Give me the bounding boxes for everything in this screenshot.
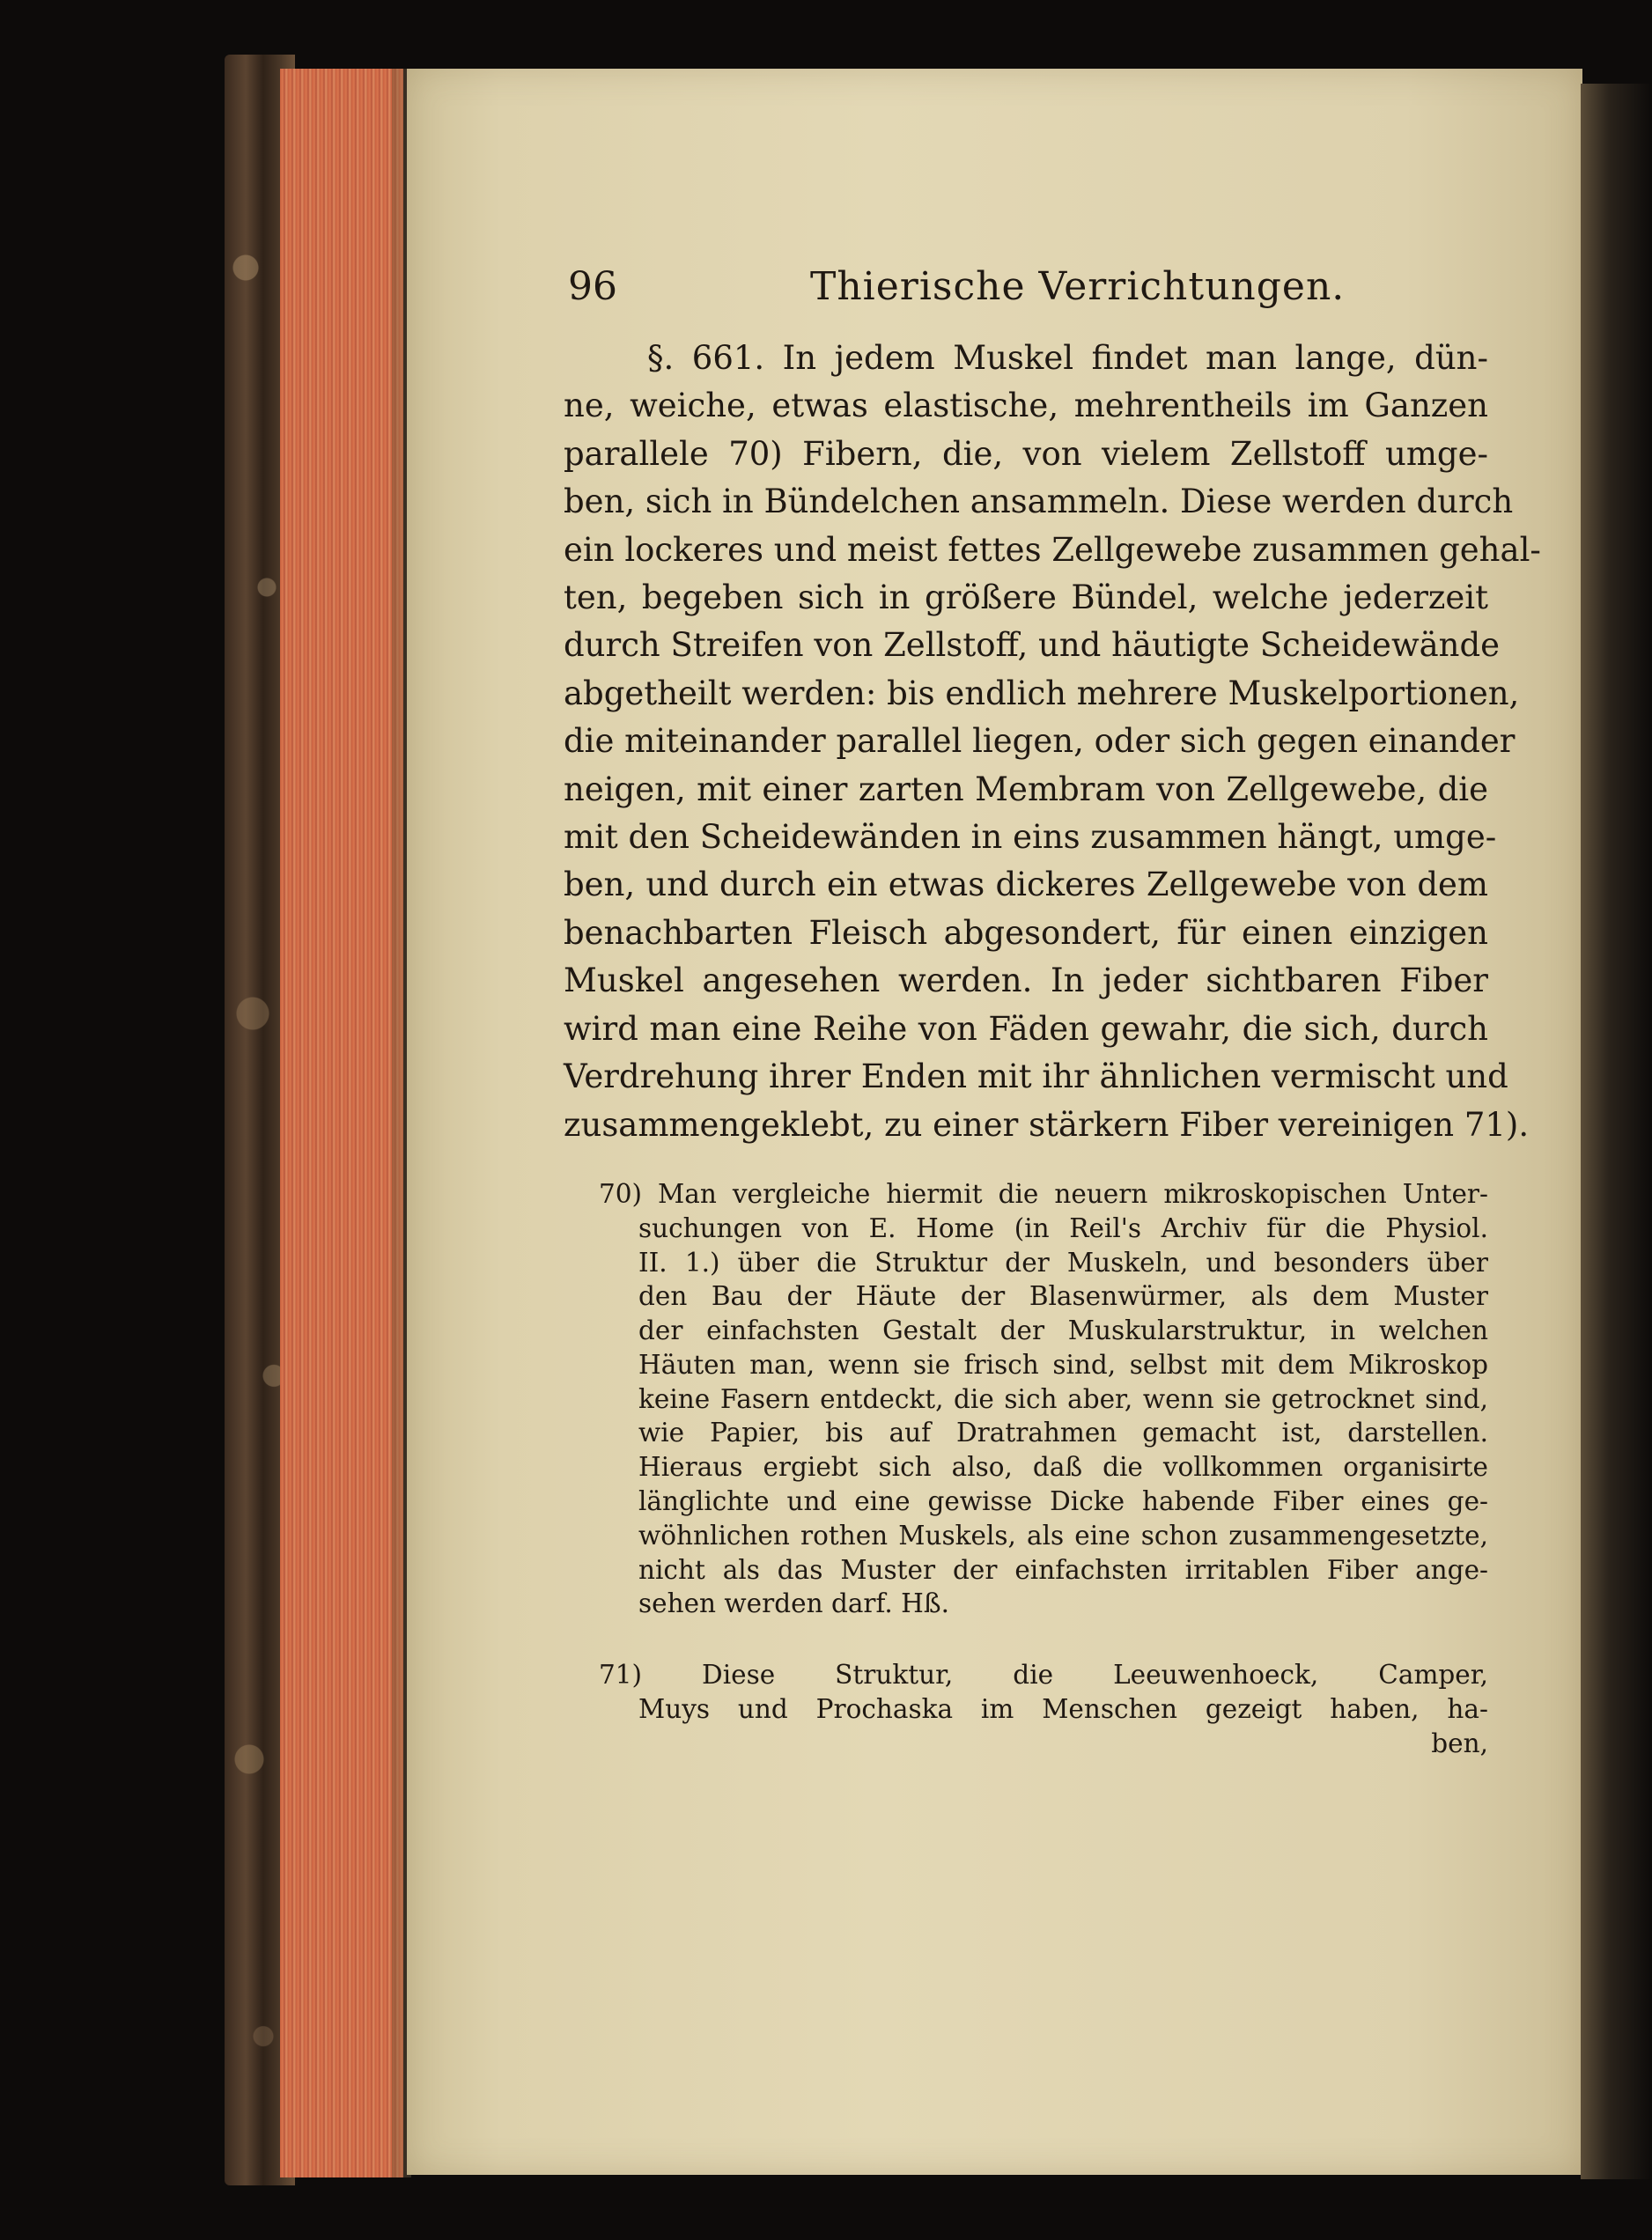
paragraph-line: Verdrehung ihrer Enden mit ihr ähnlichen vermischt und [564,1057,1508,1096]
paragraph-line: ben, sich in Bündelchen ansammeln. Diese werden durch [564,483,1514,521]
paragraph-line: parallele 70) Fibern, die, von vielem Zellstoff umge- [564,434,1488,473]
page-edges [280,69,403,2177]
running-title: Thierische Verrichtungen. [810,264,1346,309]
paragraph-line: wird man eine Reihe von Fäden gewahr, die sich, durch [564,1009,1488,1048]
paragraph-line: benachbarten Fleisch abgesondert, für einen einzigen [564,913,1488,952]
footnote-line: sehen werden darf. Hß. [638,1588,949,1619]
footnote-line: 71) Diese Struktur, die Leeuwenhoeck, Camper, [599,1660,1488,1691]
paragraph-line: mit den Scheidewänden in eins zusammen hängt, umge- [564,818,1497,857]
footnote-70 [564,1177,1488,1621]
footnote-71 [564,1658,1488,1760]
footnote-line: Muys und Prochaska im Menschen gezeigt haben, ha- [638,1694,1488,1725]
facing-page-edge [1581,84,1652,2179]
page-text [564,255,1541,1761]
paragraph-line: ne, weiche, etwas elastische, mehrentheils im Ganzen [564,387,1488,425]
footnote-line: II. 1.) über die Struktur der Muskeln, und besonders über [638,1247,1488,1278]
paragraph-line: Muskel angesehen werden. In jeder sichtbaren Fiber [564,962,1488,1000]
footnote-line: 70) Man vergleiche hiermit die neuern mikroskopischen Unter- [599,1178,1488,1209]
footnote-line: der einfachsten Gestalt der Muskularstruktur, in welchen [638,1315,1488,1346]
paragraph-line: §. 661. In jedem Muskel findet man lange, dün- [647,339,1488,377]
paragraph-line: zusammengeklebt, zu einer stärkern Fiber vereinigen 71). [564,1105,1530,1144]
paragraph-line: die miteinander parallel liegen, oder sich gegen einander [564,722,1516,761]
paragraph-line: ben, und durch ein etwas dickeres Zellgewebe von dem [564,866,1488,904]
footnote-line: länglichte und eine gewisse Dicke habende Fiber eines ge- [638,1486,1488,1517]
footnote-line: nicht als das Muster der einfachsten irritablen Fiber ange- [638,1554,1488,1585]
paragraph-line: ten, begeben sich in größere Bündel, welche jederzeit [564,578,1488,617]
footnote-line: suchungen von E. Home (in Reil's Archiv für die Physiol. [638,1212,1488,1243]
paragraph-line: durch Streifen von Zellstoff, und häutigte Scheidewände [564,626,1501,665]
footnote-line: den Bau der Häute der Blasenwürmer, als dem Muster [638,1281,1488,1312]
footnote-line: wie Papier, bis auf Dratrahmen gemacht ist, darstellen. [638,1418,1488,1448]
catchword: ben, [1431,1728,1488,1758]
paragraph-line: ein lockeres und meist fettes Zellgewebe zusammen gehal- [564,530,1541,569]
footnote-line: Hieraus ergiebt sich also, daß die vollkommen organisirte [638,1452,1488,1483]
footnote-line: wöhnlichen rothen Muskels, als eine schon zusammengesetzte, [638,1520,1488,1551]
page-number: 96 [568,264,617,309]
paragraph-line: abgetheilt werden: bis endlich mehrere Muskelportionen, [564,674,1520,712]
footnote-line: Häuten man, wenn sie frisch sind, selbst mit dem Mikroskop [638,1349,1488,1380]
section-661-paragraph [564,335,1541,1149]
running-head [564,255,1488,335]
footnote-line: keine Fasern entdeckt, die sich aber, wenn sie getrocknet sind, [638,1383,1488,1414]
paragraph-line: neigen, mit einer zarten Membram von Zellgewebe, die [564,770,1488,808]
